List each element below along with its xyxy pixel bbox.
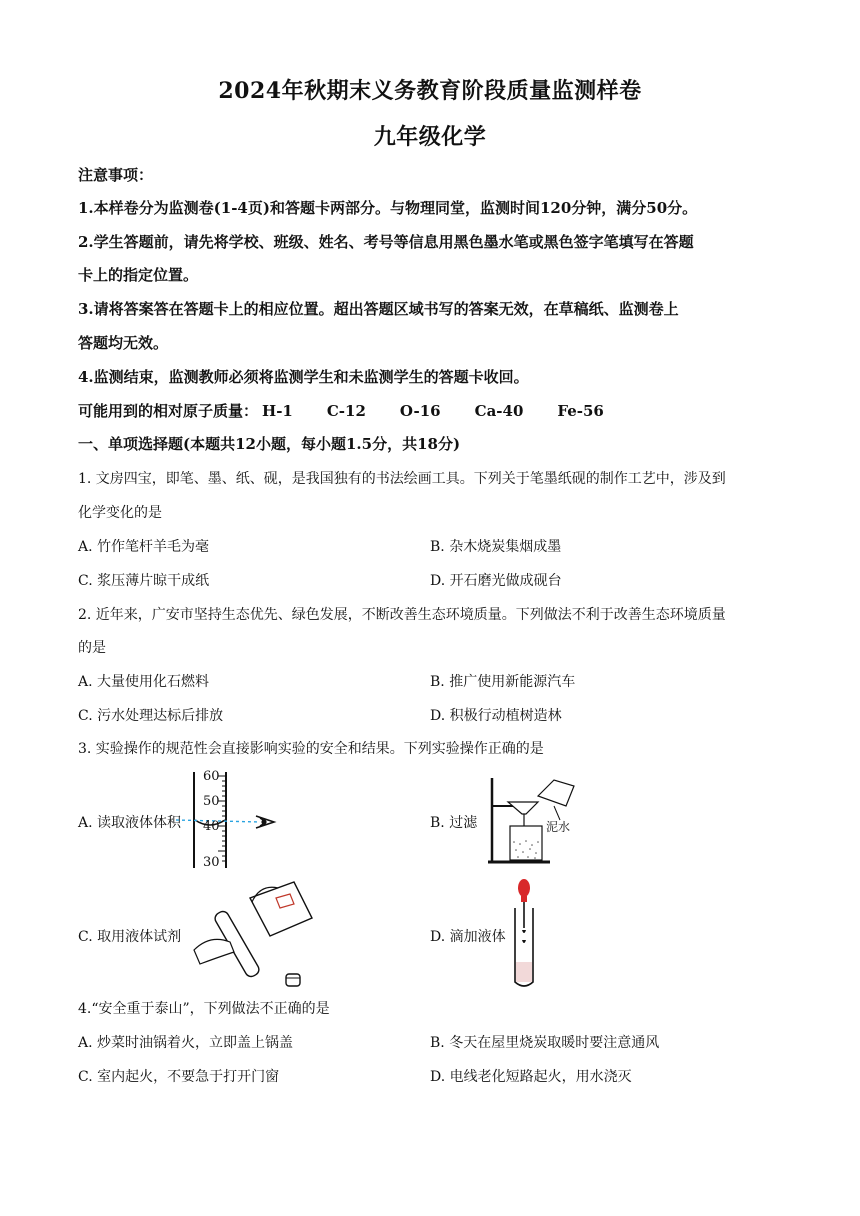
graduated-cylinder-figure xyxy=(186,768,286,872)
atomic-mass-fe: Fe-56 xyxy=(557,402,604,420)
notice-heading: 注意事项： xyxy=(78,166,154,184)
question-2-option-d: D. 积极行动植树造林 xyxy=(430,708,562,724)
notice-item-4: 4.监测结束，监测教师必须将监测学生和未监测学生的答题卡收回。 xyxy=(78,368,529,386)
atomic-mass-c: C-12 xyxy=(326,402,366,420)
dropper-figure xyxy=(506,878,542,990)
notice-item-1: 1.本样卷分为监测卷(1-4页)和答题卡两部分。与物理同堂，监测时间120分钟，满分50分。 xyxy=(78,199,698,217)
cylinder-tick-30: 30 xyxy=(203,855,220,870)
question-3-option-d: D. 滴加液体 xyxy=(430,929,506,945)
cylinder-tick-40: 40 xyxy=(203,819,220,834)
question-4-option-d: D. 电线老化短路起火，用水浇灭 xyxy=(430,1069,632,1085)
question-1-option-c: C. 浆压薄片晾干成纸 xyxy=(78,573,210,589)
question-2-stem-line-2: 的是 xyxy=(78,640,106,656)
question-3-option-c: C. 取用液体试剂 xyxy=(78,929,182,945)
question-1-option-a: A. 竹作笔杆羊毛为毫 xyxy=(78,539,210,555)
notice-item-3-cont: 答题均无效。 xyxy=(78,334,169,352)
question-2-stem-line-1: 2. 近年来，广安市坚持生态优先、绿色发展，不断改善生态环境质量。下列做法不利于改善生态环境质量 xyxy=(78,607,726,623)
question-1-stem-line-1: 1. 文房四宝，即笔、墨、纸、砚，是我国独有的书法绘画工具。下列关于笔墨纸砚的制作工艺中，涉及到 xyxy=(78,471,726,487)
question-3-option-b: B. 过滤 xyxy=(430,815,478,831)
question-3-option-a: A. 读取液体体积 xyxy=(78,815,182,831)
cylinder-tick-50: 50 xyxy=(203,794,220,809)
filter-muddy-water-label: 泥水 xyxy=(546,820,571,834)
question-1-option-d: D. 开石磨光做成砚台 xyxy=(430,573,562,589)
atomic-mass-o: O-16 xyxy=(399,402,441,420)
atomic-mass-line xyxy=(78,400,638,421)
question-4-option-c: C. 室内起火，不要急于打开门窗 xyxy=(78,1069,280,1085)
atomic-mass-ca: Ca-40 xyxy=(474,402,524,420)
filtration-apparatus-figure xyxy=(480,772,590,868)
section-heading: 一、单项选择题(本题共12小题，每小题1.5分，共18分) xyxy=(78,435,461,453)
pouring-liquid-figure xyxy=(190,878,320,990)
atomic-mass-h: H-1 xyxy=(262,402,293,420)
question-4-option-a: A. 炒菜时油锅着火，立即盖上锅盖 xyxy=(78,1035,294,1051)
question-4-option-b: B. 冬天在屋里烧炭取暖时要注意通风 xyxy=(430,1035,660,1051)
question-1-stem-line-2: 化学变化的是 xyxy=(78,505,162,521)
cylinder-tick-60: 60 xyxy=(203,769,220,784)
question-2-option-b: B. 推广使用新能源汽车 xyxy=(430,674,576,690)
question-2-option-a: A. 大量使用化石燃料 xyxy=(78,674,210,690)
question-4-stem: 4.“安全重于泰山”，下列做法不正确的是 xyxy=(78,1001,330,1017)
exam-title: 2024年秋期末义务教育阶段质量监测样卷 xyxy=(218,78,642,104)
question-2-option-c: C. 污水处理达标后排放 xyxy=(78,708,224,724)
notice-item-3: 3.请将答案答在答题卡上的相应位置。超出答题区域书写的答案无效，在草稿纸、监测卷上 xyxy=(78,300,679,318)
question-1-option-b: B. 杂木烧炭集烟成墨 xyxy=(430,539,562,555)
exam-subtitle: 九年级化学 xyxy=(373,124,487,150)
notice-item-2-cont: 卡上的指定位置。 xyxy=(78,266,199,284)
question-3-stem: 3. 实验操作的规范性会直接影响实验的安全和结果。下列实验操作正确的是 xyxy=(78,741,544,757)
notice-item-2: 2.学生答题前，请先将学校、班级、姓名、考号等信息用黑色墨水笔或黑色签字笔填写在答题 xyxy=(78,233,694,251)
atomic-mass-label: 可能用到的相对原子质量： xyxy=(78,402,259,420)
